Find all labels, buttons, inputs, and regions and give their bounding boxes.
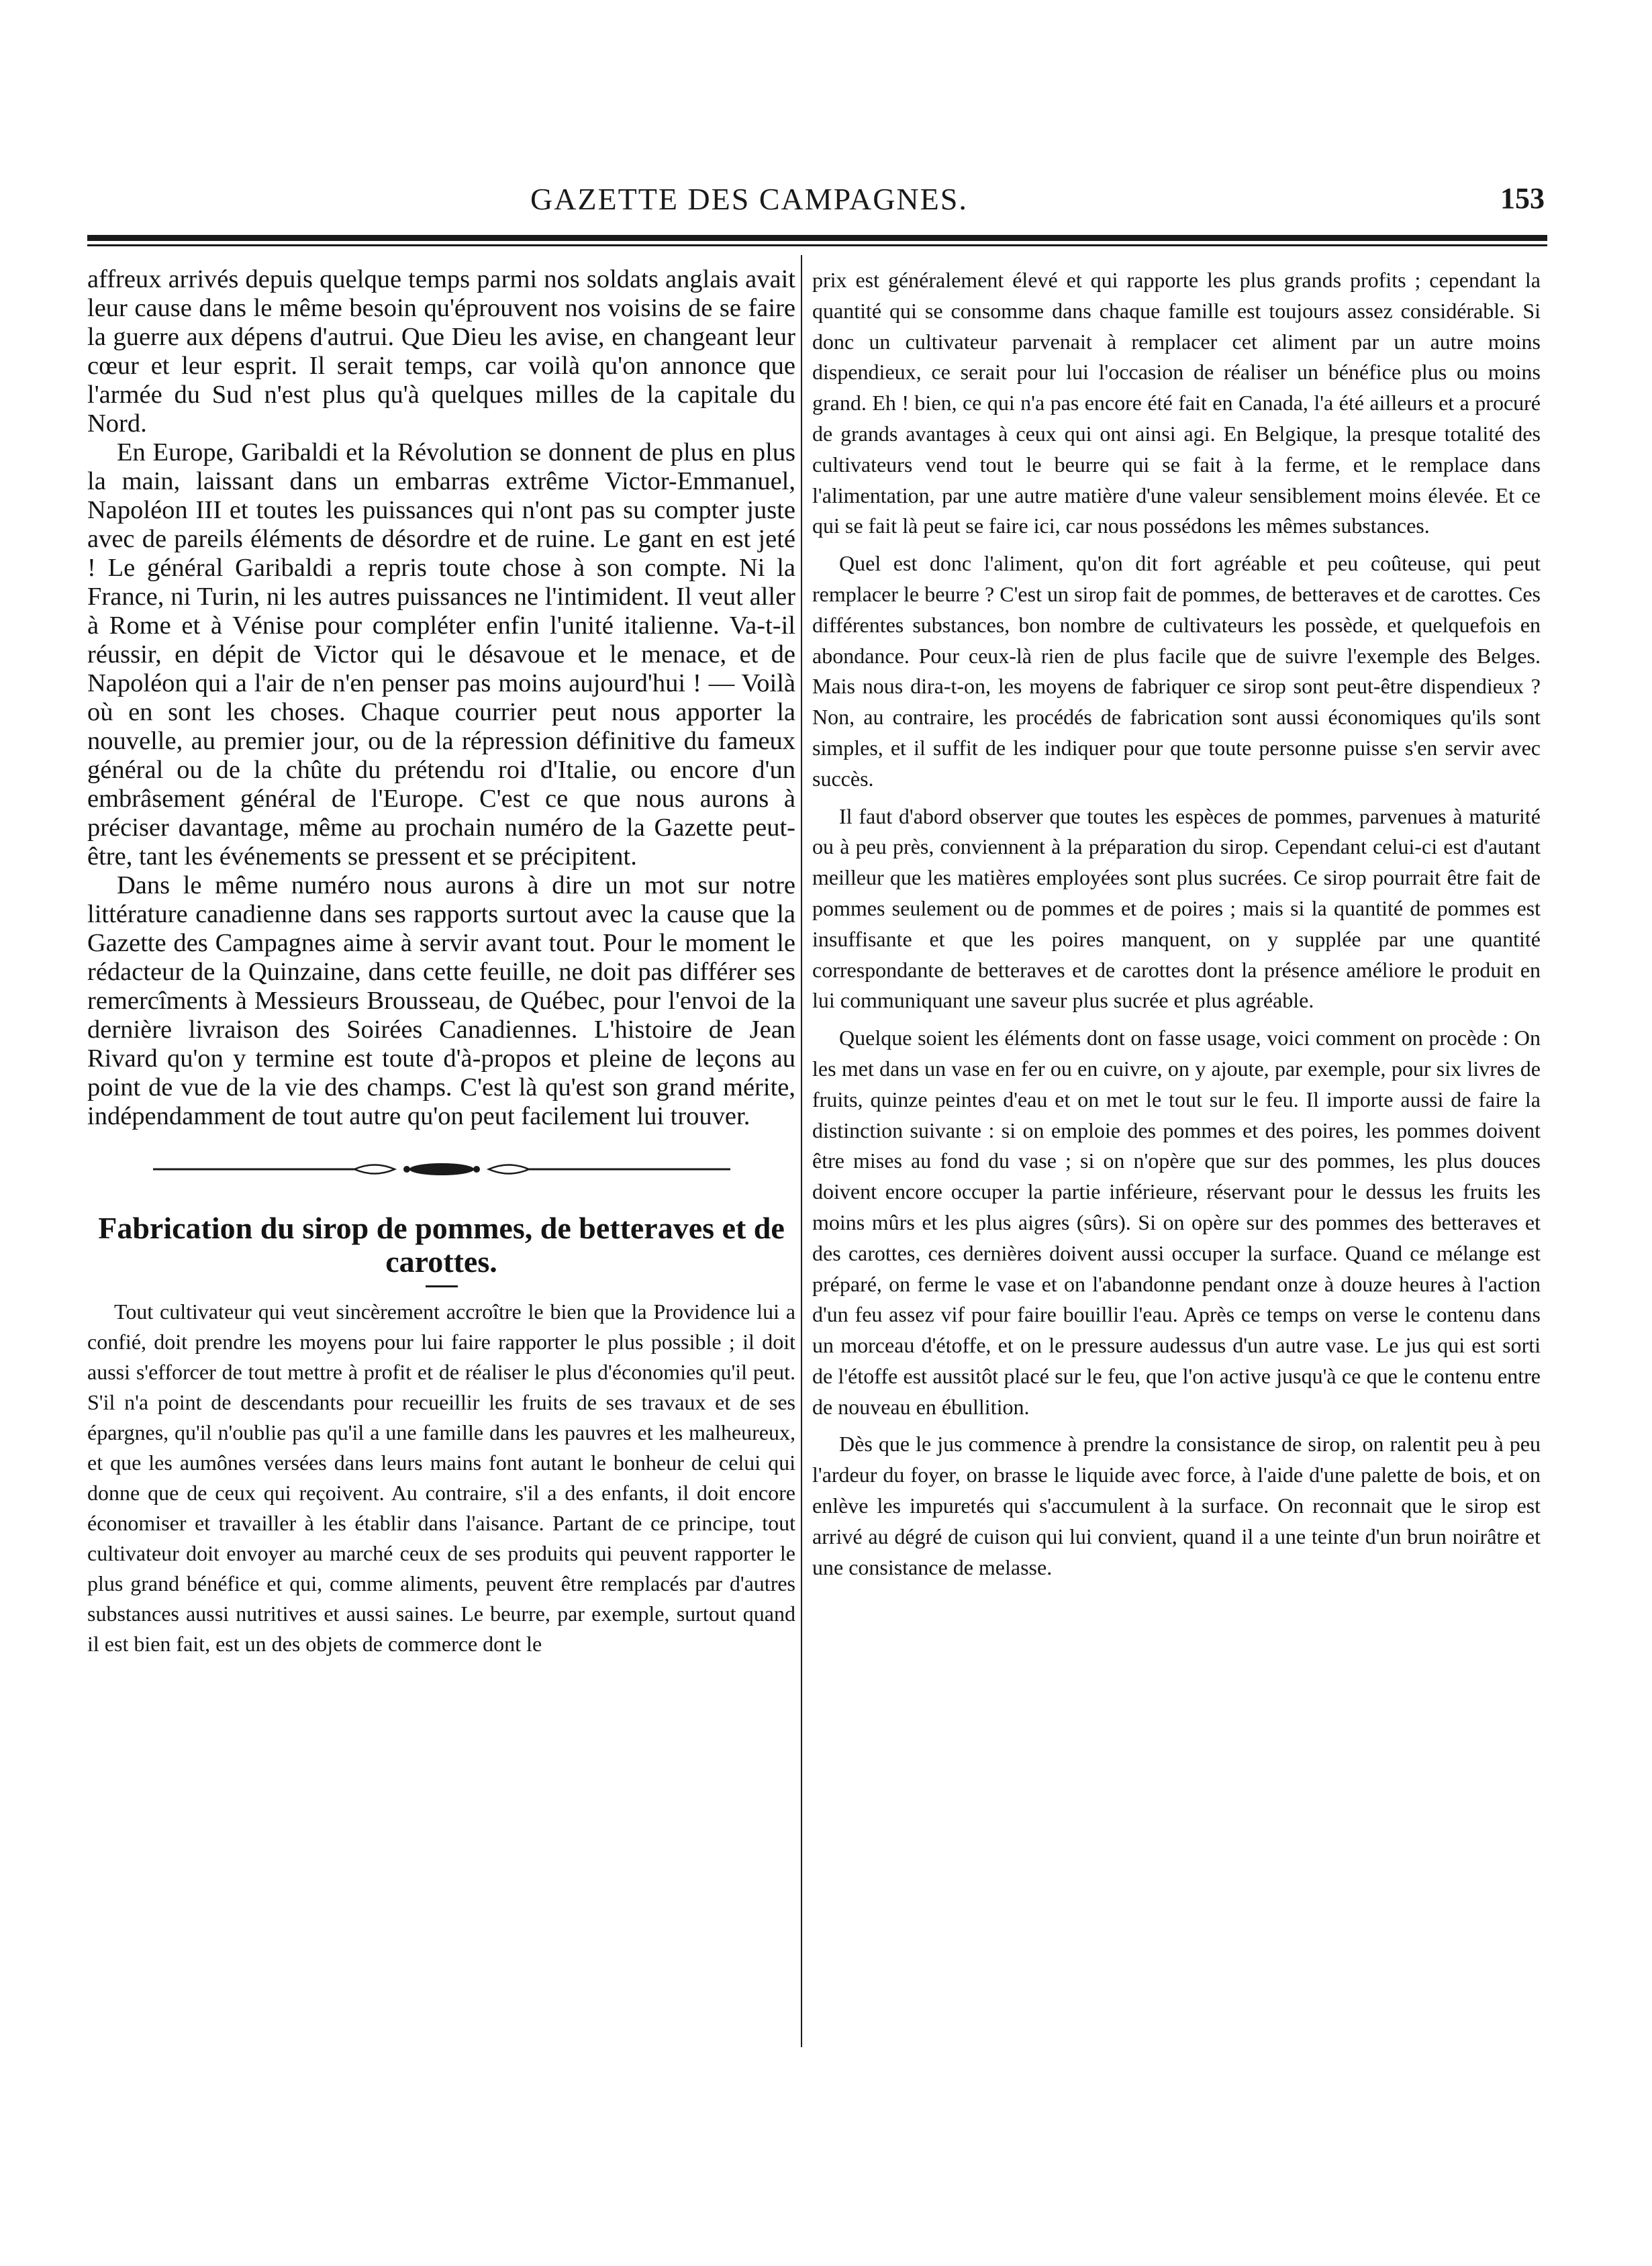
right-paragraph-3: Il faut d'abord observer que toutes les espèces de pommes, parvenues à maturité ou à peu près, conviennent à la préparation du sirop. Cependant celui-ci est d'autant meilleur que les matières employées sont plus sucrées. Ce sirop pourrait être fait de pommes seulement ou de pommes et de poires ; mais si la quantité de pommes est insuffisante et que les poires manquent, on y supplée par une quantité correspondante de betteraves et de carottes dont la présence améliore le produit en lui communiquant une saveur plus sucrée et plus agréable. — [812, 803, 1541, 1013]
left-paragraph-3: Dans le même numéro nous aurons à dire un mot sur notre littérature canadienne dans ses rapports surtout avec la cause que la Gazette des Campagnes aime à servir avant tout. Pour le moment le rédacteur de la Quinzaine, dans cette feuille, ne doit pas différer ses remercîments à Messieurs Brousseau, de Québec, pour l'envoi de la dernière livraison des Soirées Canadiennes. L'histoire de Jean Rivard qu'on y termine est toute d'à-propos et pleine de leçons au point de vue de la vie des champs. C'est là qu'est son grand mérite, indépendamment de tout autre qu'on peut facilement lui trouver. — [87, 871, 795, 1130]
article-intro — [87, 1297, 795, 1659]
section-title: Fabrication du sirop de pommes, de betteraves et de carottes. — [98, 1211, 785, 1279]
right-paragraph-2: Quel est donc l'aliment, qu'on dit fort agréable et peu coûteuse, qui peut remplacer le beurre ? C'est un sirop fait de pommes, de betteraves et de carottes. Ces différentes substances, bon nombre de cultivateurs les possède, et quelquefois en abondance. Pour ceux-là rien de plus facile que de suivre l'exemple des Belges. Mais nous dira-t-on, les moyens de fabriquer ce sirop sont peut-être dispendieux ? Non, au contraire, les procédés de fabrication sont aussi économiques qu'ils sont simples, et il suffit de les indiquer pour que toute personne puisse s'en servir avec succès. — [812, 551, 1541, 791]
left-paragraph-4: Tout cultivateur qui veut sincèrement accroître le bien que la Providence lui a confié, doit prendre les moyens pour lui faire rapporter le plus possible ; il doit aussi s'efforcer de tout mettre à profit et de réaliser le plus d'économies qu'il peut. S'il n'a point de descendants pour recueillir les fruits de ses travaux et de ses épargnes, qu'il n'oublie pas qu'il a une famille dans les pauvres et les malheureux, et que les aumônes versées dans leurs mains font autant le bonheur de celui qui donne que de ceux qui reçoivent. Au contraire, s'il a des enfants, il doit encore économiser et travailler à les établir dans l'aisance. Partant de ce principe, tout cultivateur doit envoyer au marché ceux de ses produits qui peuvent rapporter le plus grand bénéfice et qui, comme aliments, peuvent être remplacés par d'autres substances aussi nutritives et aussi saines. Le beurre, par exemple, surtout quand il est bien fait, est un des objets de commerce dont le — [87, 1299, 795, 1656]
left-paragraph-1: affreux arrivés depuis quelque temps parmi nos soldats anglais avait leur cause dans le même besoin qu'éprouvent nos voisins de se faire la guerre aux dépens d'autrui. Que Dieu les avise, en changeant leur cœur et leur esprit. Il serait temps, car voilà qu'on annonce que l'armée du Sud n'est plus qu'à quelques milles de la capitale du Nord. — [87, 265, 795, 438]
ornament-divider — [153, 1159, 730, 1179]
left-paragraph-2: En Europe, Garibaldi et la Révolution se donnent de plus en plus la main, laissant dans un embarras extrême Victor-Emmanuel, Napoléon III et toutes les puissances qui n'ont pas su compter juste avec de pareils éléments de désordre et de ruine. Le gant en est jeté ! Le général Garibaldi a repris toute chose à son compte. Ni la France, ni Turin, ni les autres puissances ne l'intimident. Il veut aller à Rome et à Vénise pour compléter enfin l'unité italienne. Va-t-il réussir, en dépit de Victor qui le désavoue et le menace, et de Napoléon qui a l'air de n'en penser pas moins aujourd'hui ! — Voilà où en sont les choses. Chaque courrier peut nous apporter la nouvelle, au premier jour, ou de la répression définitive du fameux général ou de la chûte du prétendu roi d'Italie, ou encore d'un embrâsement général de l'Europe. C'est ce que nous aurons à préciser davantage, même au prochain numéro de la Gazette peut-être, tant les événements se pressent et se précipitent. — [87, 438, 795, 871]
right-column — [812, 265, 1541, 1589]
left-column — [87, 265, 795, 1659]
header-rule-thin — [87, 244, 1547, 246]
column-divider — [801, 255, 802, 2047]
header-rule-thick — [87, 235, 1547, 241]
running-title: GAZETTE DES CAMPAGNES. — [530, 182, 968, 216]
right-paragraph-5: Dès que le jus commence à prendre la consistance de sirop, on ralentit peu à peu l'ardeur du foyer, on brasse le liquide avec force, à l'aide d'une palette de bois, et on enlève les impuretés qui s'accumulent à la surface. On reconnait que le sirop est arrivé au dégré de cuison qui lui convient, quand il a une teinte d'un brun noirâtre et une consistance de melasse. — [812, 1432, 1541, 1579]
right-paragraph-4: Quelque soient les éléments dont on fasse usage, voici comment on procède : On les met dans un vase en fer ou en cuivre, on y ajoute, par exemple, pour six livres de fruits, quinze peintes d'eau et on met le tout sur le feu. Il importe aussi de faire la distinction suivante : si on emploie des pommes et des poires, les pommes doivent être mises au fond du vase ; si on n'opère que sur des pommes, les plus douces doivent encore occuper la partie inférieure, réservant pour le dessus les fruits les moins mûrs et les plus aigres (sûrs). Si on opère sur des pommes des betteraves et des carottes, ces dernières doivent aussi occuper la surface. Quand ce mélange est préparé, on ferme le vase et on l'abandonne pendant onze à douze heures à l'action d'un feu assez vif pour faire bouillir l'eau. Après ce temps on verse le contenu dans un morceau d'étoffe, et on le pressure audessus d'un autre vase. Le jus qui est sorti de l'étoffe est aussitôt placé sur le feu, que l'on active jusqu'à ce que le contenu entre de nouveau en ébullition. — [812, 1026, 1541, 1419]
page-number: 153 — [1500, 182, 1545, 215]
right-paragraph-1: prix est généralement élevé et qui rapporte les plus grands profits ; cependant la quantité qui se consomme dans chaque famille est toujours assez considérable. Si donc un cultivateur parvenait à remplacer cet aliment par un autre moins dispendieux, ce serait pour lui l'occasion de réaliser un bénéfice plus ou moins grand. Eh ! bien, ce qui n'a pas encore été fait en Canada, l'a été ailleurs et a procuré de grands avantages à ceux qui ont ainsi agi. En Belgique, la presque totalité des cultivateurs vend tout le beurre qui se fait à la ferme, et le remplace dans l'alimentation, par une autre matière d'une valeur sensiblement moins élevée. Et ce qui se fait là peut se faire ici, car nous possédons les mêmes substances. — [812, 268, 1541, 538]
title-rule — [426, 1285, 458, 1287]
page-header — [0, 181, 1652, 235]
